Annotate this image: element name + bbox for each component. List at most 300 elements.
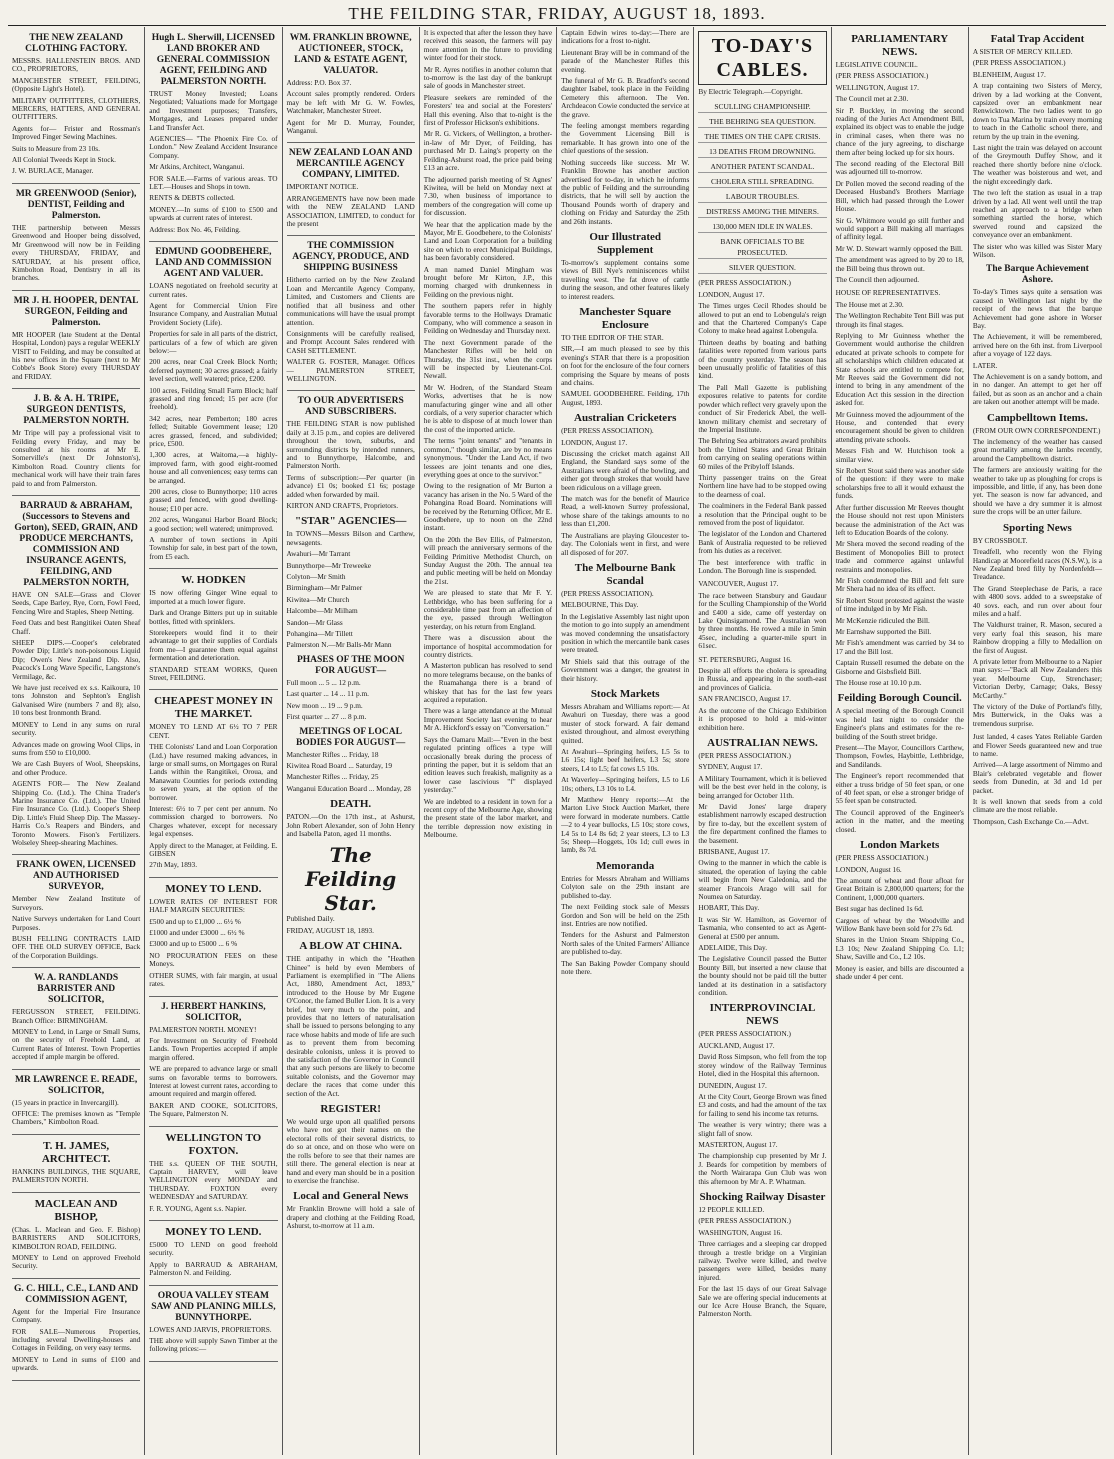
paragraph: BY CROSSBOLT. (972, 535, 1028, 545)
article-block (12, 394, 140, 496)
paragraph: MR HOOPER (late Student at the Dental Hospital, London) pays a regular WEEKLY VISIT to Feilding, and may be consulted at his new offices in the Square (next to Mr Cobbe's Book Store) every THURSDAY and FRIDAY. (12, 329, 141, 381)
paragraph: Just landed, 4 cases Yates Reliable Garden and Flower Seeds guaranteed new and true to name. (972, 732, 1102, 759)
article-block (561, 562, 689, 683)
paragraph: (PER PRESS ASSOCIATION.) (835, 71, 929, 81)
paragraph: Dark and Orange Bitters put up in suitable bottles, fitted with sprinklers. (149, 608, 278, 626)
headline: A BLOW AT CHINA. (299, 940, 403, 953)
paragraph: SIR,—I am much pleased to see by this evening's STAR that there is a proposition on foot for the enclosure of the four corners comprising the Square by means of posts and chains. (561, 344, 690, 387)
paragraph: We are Cash Buyers of Wool, Sheepskins, and other Produce. (12, 759, 141, 777)
paragraph: A SISTER OF MERCY KILLED. (972, 47, 1073, 56)
paragraph: Halcombe—Mr Milham (286, 606, 358, 616)
paragraph: Mr Earnshaw supported the Bill. (835, 626, 932, 636)
paragraph: (PER PRESS ASSOCIATION). (561, 426, 654, 436)
paragraph: Shares in the Union Steam Shipping Co., L3 10s; New Zealand Shipping Co. L1; Shaw, Saville and Co., L2 10s. (835, 935, 964, 962)
paragraph: The inclemency of the weather has caused great mortality among the lambs recently, around the Campbelltown district. (972, 437, 1102, 463)
paragraph: 200 acres, near Coal Creek Block North; deferred payment; 30 acres grassed; a fairly level section, well watered; price, £200. (149, 357, 278, 384)
paragraph: STANDARD STEAM WORKS, Queen Street, FEILDING. (149, 664, 278, 682)
paragraph: Mr McKenzie ridiculed the Bill. (835, 615, 930, 625)
paragraph: Arrived—A large assortment of Nimmo and Blair's celebrated vegetable and flower seeds from Dunedin, at 3d and 1d per packet. (972, 760, 1102, 795)
paragraph: Messrs Fish and W. Hutchison took a similar view. (835, 446, 964, 464)
article-block (973, 264, 1102, 406)
article-block (149, 1291, 277, 1362)
paragraph: Full moon ... 5 ... 12 p.m. (286, 677, 361, 687)
paragraph: The Valdhurst trainer, R. Mason, secured a very early foal this season, his mare Rainbow dropping a filly to Medallion on the first of August. (972, 620, 1102, 655)
paragraph: The amendment was agreed to by 20 to 18, the Bill being thus thrown out. (835, 255, 964, 273)
headline: The Barque Achievement Ashore. (986, 264, 1089, 286)
paragraph: Thirteen deaths by boating and bathing fatalities were reported from various parts of the country yesterday. The season has been unusually prolific of fatalities of this kind. (698, 337, 827, 381)
headline: Feilding Borough Council. (837, 692, 962, 705)
paragraph: THE antipathy in which the "Heathen Chinee" is held by even Members of Parliament is exemplified in "The Aliens Act, 1880, Amendment Act, 1893," introduced to the House by Mr Eugene O'Conor, the famed Buller Lion. It is a very brief, but very much to the point, and provides that no letters of naturalisation shall be issued to persons belonging to any race whose habits and mode of life are such as to prevent them from becoming desirable colonists, unless it is proved to the satisfaction of the Governor in Council that any such persons are likely to become suitable colonists, and the Governor may declare the races that come under this section of the Act. (286, 954, 415, 1098)
paragraph: Owing to the manner in which the cable is situated, the operation of laying the cable will begin from New Caledonia, and the steamer Francois Arago will sail for Noumea on Saturday. (698, 858, 827, 901)
paragraph: The farmers are anxiously waiting for the weather to take up as ploughing for crops is impossible, and little, if any, has been done yet. The season is now far advanced, and should we have a dry summer it is almost sure the crops will be an utter failure. (972, 465, 1102, 517)
headline: MR LAWRENCE E. READE, SOLICITOR, (15, 1074, 138, 1096)
paragraph: The Times urges Cecil Rhodes should be allowed to put an end to Lobengula's reign and that the Chartered Company's Cape Colony to make head against Lobengula. (698, 301, 827, 336)
paragraph: PATON.—On the 17th inst., at Ashurst, John Robert Alexander, son of John Henry and Isabella Paton, aged 11 months. (286, 812, 415, 838)
paragraph: KIRTON AND CRAFTS, Proprietors. (286, 501, 399, 510)
article-block (149, 883, 277, 997)
paragraph: 202 acres, Wanganui Harbor Board Block; a good section; well watered; unimproved. (149, 515, 278, 533)
paragraph: A trap containing two Sisters of Mercy, driven by a lad working at the Convent, capsized over an embankment near Renwicktown. The two ladies went to go down to Tua Marina by train every morning to teach in the Catholic school there, and return by the up train in the evening. (972, 81, 1102, 141)
headline: Our Illustrated Supplement (589, 230, 661, 256)
paragraph: ST. PETERSBURG, August 16. (698, 654, 792, 664)
paragraph: 130,000 MEN IDLE IN WALES. (698, 221, 826, 233)
paragraph: BANK OFFICIALS TO BE PROSECUTED. (698, 236, 826, 259)
paragraph: MASTERTON, August 17. (698, 1139, 778, 1149)
headline: MR J. H. HOOPER, DENTAL SURGEON, Feilding and Palmerston. (13, 295, 139, 328)
paragraph: MONEY TO LEND AT 6½ TO 7 PER CENT. (149, 722, 278, 740)
paragraph: The Achievement, it will be remembered, arrived here on the 6th inst. from Liverpool after a voyage of 122 days. (972, 332, 1102, 359)
paragraph: There was a discussion about the importance of hospital accommodation for country districts. (423, 633, 553, 660)
article-block (836, 692, 964, 834)
paragraph: SHEEP DIPS.—Cooper's celebrated Powder Dip; Little's non-poisonous Liquid Dip; Owen's New Zealand Dip. Also, Peacock's Long Wave Specific, Langstone's Vermilage, &c. (12, 638, 141, 681)
paragraph: The race between Stansbury and Gaudaur for the Sculling Championship of the World and £400 a side, came off yesterday on Lake Quinsigamond. The Australian won by three months. He rowed a mile in 5min 45sec, including a quarter-mile spurt in 61sec. (698, 590, 827, 651)
headline: TO OUR ADVERTISERS AND SUBSCRIBERS. (297, 396, 404, 418)
paragraph: Agent for Commercial Union Fire Insurance Company, and Australian Mutual Provident Society (Life). (149, 300, 278, 327)
headline: J. B. & A. H. TRIPE, SURGEON DENTISTS, PALMERSTON NORTH. (23, 394, 129, 427)
paragraph: The House rose at 10.10 p.m. (835, 678, 922, 687)
paragraph: Thompson, Cash Exchange Co.—Advt. (972, 816, 1089, 826)
paragraph: FRIDAY, AUGUST 18, 1893. (286, 925, 374, 935)
article-block (12, 1075, 140, 1135)
article-block (698, 656, 826, 732)
article-block (287, 1103, 415, 1185)
paragraph: THE partnership between Messrs Greenwood and Hooper being dissolved, Mr Greenwood will now be in Feilding every THURSDAY, FRIDAY, and SATURDAY, at his present office, Kimbolton Road, Dentistry in all its branches. (12, 222, 141, 283)
headline: WELLINGTON TO FOXTON. (165, 1131, 262, 1157)
headline: Hugh L. Sherwill, LICENSED LAND BROKER AND GENERAL COMMISSION AGENT, FEILDING AND PALMERSTON NORTH. (151, 33, 276, 87)
paragraph: Apply direct to the Manager, at Feilding. E. GIBSEN (149, 840, 278, 859)
paragraph: (PER PRESS ASSOCIATION.) (972, 58, 1066, 68)
headline: MONEY TO LEND. (165, 1226, 262, 1238)
article-block (12, 33, 140, 184)
columns-container (8, 27, 1106, 1455)
paragraph: The coalminers in the Federal Bank passed a resolution that the Principal ought to be removed from the post of liquidator. (698, 501, 827, 527)
paragraph: NO PROCURATION FEES on these Moneys. (149, 950, 278, 969)
paragraph: Says the Oamaru Mail:—"Even in the best regulated printing offices a type will occasionally break during the process of printing the paper, but it is seldom that an edition leaves such freakish, malignity as a lower case lascivious "f" displayed yesterday." (423, 734, 553, 795)
paragraph: Dr Pollen moved the second reading of the Deceased Husband's Brothers Marriage Bill, which had passed through the Lower House. (835, 178, 964, 214)
paragraph: AGENTS FOR— The New Zealand Shipping Co. (Ltd.). The China Trader's Marine Insurance Co. (Ltd.). The United Fire Insurance Co. (Ltd.). Cooper's Sheep Dip. Little's Fluid Sheep Dip. The Massey-Harris Co.'s Reapers and Binders, and Toronto Mowers. Fison's Fertilizers. Wolseley Sheep-shearing Machines. (12, 779, 141, 847)
paragraph: SAN FRANCISCO, August 17. (698, 694, 791, 704)
paragraph: Replying to Mr Guinness whether the Government would authorise the children educated at private schools to compete for all scholarships which children educated at State schools are entitled to compete for, Mr Reeves said the Government did not intend to bring in any amendment of the Education Act this session in the direction asked for. (835, 330, 964, 408)
headline: PHASES OF THE MOON FOR AUGUST— (296, 654, 405, 676)
article-block (287, 798, 415, 838)
paragraph: The sister who was killed was Sister Mary Wilson. (972, 241, 1102, 259)
paragraph: Mr Guinness moved the adjournment of the House, and contended that every encouragement should be given to children attending private schools. (835, 409, 964, 444)
paragraph: Mr David Jones' large drapery establishment narrowly escaped destruction by fire to-day, but the excellent system of the fire department confined the flames to the basement. (698, 801, 827, 845)
paragraph: On the 20th the Bev Ellis, of Palmerston, will preach the anniversary sermons of the Feilding Primitive Methodist Church, on Sunday August the 20th. The annual tea and public meeting will be held on Monday the 21st. (423, 534, 553, 586)
article-block (12, 296, 140, 389)
paragraph: MESSRS. HALLENSTEIN BROS. AND CO., PROPRIETORS, (12, 56, 141, 74)
paragraph: We have just received ex s.s. Kaikoura, 10 tons Johnston and Sephton's English Galvanised Wire (numbers 7 and 8); also, 10 tons best Ironmonth Brand. (12, 683, 141, 718)
article-block (287, 940, 415, 1098)
paragraph: BRISBANE, August 17. (698, 846, 770, 856)
article-block (149, 574, 277, 690)
article-block (149, 695, 277, 878)
paragraph: 100 acres, Feilding Small Farm Block; half grassed and ring fenced; 15 per acre (for freehold). (149, 385, 278, 412)
paragraph: Tenders for the Ashurst and Palmerston North sales of the United Farmers' Alliance are published to-day. (561, 930, 690, 957)
paragraph: Three carriages and a sleeping car dropped through a trestle bridge on a Virginian railway. Twelve were killed, and twelve passengers were killed, besides many injured. (698, 1239, 827, 1282)
paragraph: SAMUEL GOODBEHERE. Feilding, 17th August, 1893. (561, 389, 690, 407)
paragraph: F. R. YOUNG, Agent s.s. Napier. (149, 1203, 247, 1213)
paragraph: LONDON, August 16. (835, 864, 902, 874)
paragraph: (PER PRESS ASSOCIATION.) (835, 853, 929, 863)
paragraph: A special meeting of the Borough Council was held last night to consider the Engineer's plans and estimates for the re-building of the South street bridge. (835, 706, 964, 741)
paragraph: RENTS & DEBTS collected. (149, 193, 235, 203)
paragraph: Mr Fish's amendment was carried by 34 to 17 and the Bill lost. (835, 638, 964, 656)
article-block (287, 1190, 415, 1230)
paragraph: Suits to Measure from 23 10s. (12, 143, 100, 153)
paragraph: IMPORTANT NOTICE. (286, 182, 359, 192)
paragraph: Owing to the resignation of Mr Burton a vacancy has arisen in the No. 5 Ward of the Pohangina Road Board. Nominations will be received by the Returning Officer, Mr E. Goodbehere, up to noon on the 22nd instant. (423, 481, 553, 533)
paragraph: The best interference with traffic in London. The Borough line is suspended. (698, 557, 827, 575)
article-block (424, 29, 552, 840)
paragraph: It was Sir W. Hamilton, as Governor of Tasmania, who consented to act as Agent-General at £500 per annum. (698, 914, 827, 941)
paragraph: THE BEHRING SEA QUESTION. (698, 116, 826, 128)
paragraph: Interest: 6½ to 7 per cent per annum. No commission charged to borrowers. No Charges whatever, except for necessary legal expenses. (149, 804, 278, 839)
article-block (149, 247, 277, 569)
paragraph: MANCHESTER STREET, FEILDING, (Opposite Light's Hotel). (12, 75, 141, 94)
paragraph: Mr Franklin Browne will hold a sale of drapery and clothing at the Feilding Road, Ashurst, to-morrow at 11 a.m. (286, 1204, 415, 1231)
article-block (973, 412, 1102, 517)
paragraph: Bunnythorpe—Mr Treweeke (286, 560, 372, 570)
article-block (698, 1002, 826, 1186)
paragraph: The Council met at 2.30. (835, 94, 909, 104)
headline: W. HODKEN (181, 574, 246, 587)
paragraph: OFFICE: The premises known as "Temple Chambers," Kimbolton Road. (12, 1109, 141, 1127)
paragraph: Mr R. G. Vickers, of Wellington, a brother-in-law of Mr Dyer, of Feilding, has purchased Mr D. Laing's property on the Feilding-Ashurst road, the price paid being £13 an acre. (423, 129, 553, 173)
paragraph: At Waverley—Springing heifers, L5 to L6 10s; others, L3 10s to L4. (561, 775, 690, 793)
paragraph: (PER PRESS ASSOCIATION.) (698, 1216, 791, 1226)
paragraph: THE TIMES ON THE CAPE CRISIS. (698, 131, 826, 143)
paragraph: The Grand Steeplechase de Paris, a race with 4800 sovs. added to a sweepstake of 40 sovs. each, and run over about four miles and a half. (972, 583, 1102, 618)
headline: WM. FRANKLIN BROWNE, AUCTIONEER, STOCK, LAND & ESTATE AGENT, VALUATOR. (289, 33, 412, 76)
paragraph: LATER. (972, 360, 998, 370)
article-block (973, 733, 1102, 826)
paragraph: Mr Matthew Henry reports:—At the Marton Live Stock Auction Market, there were forward in moderate numbers. Cattle—2 to 4 year bullocks, L5 10s; store cows, L4 5s to L4 8s 6d; 2 year steers, L3 to L3 5s; Sheep—Hoggets, 10s 1d; cull ewes in lamb, 8s 7d. (561, 795, 690, 855)
article-block (12, 189, 140, 291)
paragraph: Colyton—Mr Smith (286, 572, 346, 582)
article-block (149, 1132, 277, 1221)
headline: EDMUND GOODBEHERE, LAND AND COMMISSION AGENT AND VALUER. (155, 247, 272, 280)
headline: The Melbourne Bank Scandal (574, 561, 676, 587)
paragraph: The weather is very wintry; there was a slight fall of snow. (698, 1120, 827, 1138)
paragraph: To-day's Times says quite a sensation was caused in Wellington last night by the receipt of the news that the barque Achievement had gone ashore in Worser Bay. (972, 287, 1102, 330)
paragraph: We are indebted to a resident in town for a recent copy of the Melbourne Age, showing the present state of the labor market, and the terrible depression now existing in Melbourne. (423, 796, 553, 840)
paragraph: The terms "joint tenants" and "tenants in common," though similar, are by no means synonymous. "Under the Land Act, if two lessees are joint tenants and one dies, everything goes at once to the survivor." (423, 436, 553, 479)
headline: BARRAUD & ABRAHAM, (Successors to Stevens and Gorton), SEED, GRAIN, AND PRODUCE MERCHANTS, COMMISSION AND INSURANCE AGENTS, FEILDING, AND PALMERSTON NORTH, (14, 501, 138, 588)
paragraph: The legislator of the London and Chartered Bank of Australia requested to be relieved from his duties as a receiver. (698, 529, 827, 556)
paragraph: HOUSE OF REPRESENTATIVES. (835, 288, 941, 298)
paragraph: The San Baking Powder Company should note there. (561, 958, 690, 976)
paragraph: The two left the station as usual in a trap driven by a lad. All went well until the trap reached an approach to a bridge when something startled the horse, which swerved round and capsized the conveyance over an embankment. (972, 188, 1102, 240)
article-block (698, 279, 826, 575)
column-5 (557, 27, 694, 1455)
paragraph: FERGUSSON STREET, FEILDING. Branch Office: BIRMINGHAM. (12, 1007, 141, 1025)
paragraph: HAVE ON SALE—Grass and Clover Seeds, Cape Barley, Rye, Corn, Fowl Feed, Fencing Wire and Staples, Sheep Netting. (12, 590, 141, 616)
article-block (561, 231, 689, 301)
article-block (12, 973, 140, 1069)
paragraph: LEGISLATIVE COUNCIL. (835, 60, 918, 69)
headline: MONEY TO LEND. (165, 882, 262, 895)
headline: AUSTRALIAN NEWS. (707, 736, 818, 749)
paragraph: J. W. BURLACE, Manager. (12, 166, 94, 176)
headline: NEW ZEALAND LOAN AND MERCANTILE AGENCY COMPANY, LIMITED. (288, 148, 413, 181)
paragraph: For the last 15 days of our Great Salvage Sale we are offering special inducements at our Ice Acre House Branch, the Square, Palmerston North. (698, 1284, 827, 1319)
paragraph: OTHER SUMS, with fair margin, at usual rates. (149, 970, 278, 989)
paragraph: LONDON, August 17. (698, 289, 765, 299)
paragraph: Present—The Mayor, Councillors Carthew, Thompson, Fowles, Haybittle, Lethbridge, and Sandilands. (835, 743, 964, 769)
paragraph: WE are prepared to advance large or small sums on favorable terms to borrowers. Interest at lowest current rates, according to amount required and margin offered. (149, 1064, 278, 1099)
paragraph: Mr W. D. Stewart warmly opposed the Bill. (835, 243, 963, 253)
paragraph: 200 acres, close to Bunnythorpe; 110 acres grassed and fenced, with good dwelling-house; £10 per acre. (149, 487, 278, 513)
paragraph: (FROM OUR OWN CORRESPONDENT.) (972, 425, 1101, 435)
headline: Stock Markets (590, 687, 660, 700)
paragraph: Mr Tripe will pay a professional visit to Feilding every Friday, and may be consulted at his rooms at Mr E. Somerville's (next Dr Johnston's), Kimbolton Road. Country clients for mechanical work will have their train fares paid to and from Palmerston. (12, 428, 141, 488)
paragraph: First quarter ... 27 ... 8 p.m. (286, 712, 367, 722)
article-block (287, 396, 415, 510)
article-block (698, 737, 826, 998)
paragraph: Lieutenant Bray will be in command of the parade of the Manchester Rifles this evening. (561, 47, 690, 74)
article-block (561, 306, 689, 407)
paragraph: (15 years in practice in Invercargill). (12, 1097, 119, 1107)
article-block (12, 860, 140, 968)
article-block (836, 839, 964, 981)
paragraph: The Legislative Council passed the Butter Bounty Bill, but inserted a new clause that the bounty should not be paid till the butter landed at its destination in a satisfactory condition. (698, 954, 827, 998)
paragraph: MONEY to Lend in sums of £100 and upwards. (12, 1354, 141, 1373)
paragraph: We hear that the application made by the Mayor, Mr E. Goodbehere, to the Colonists' Land and Loan Corporation for a building site on which to erect Municipal Buildings, has been favorably considered. (423, 219, 553, 263)
paragraph: ADELAIDE, This Day. (698, 943, 768, 953)
headline: The Feilding Star. (305, 843, 397, 916)
article-block (287, 727, 415, 794)
column-2 (145, 27, 282, 1455)
article-block (149, 1226, 277, 1286)
paragraph: A number of town sections in Apiti Township for sale, in best part of the town, from £5 each. (149, 535, 278, 561)
paragraph: Mr Fish condemned the Bill and felt sure Mr Shera had no idea of its effect. (835, 575, 964, 594)
paragraph: HOBART, This Day. (698, 903, 760, 913)
paragraph: FOR SALE.—Farms of various areas. TO LET.—Houses and Shops in town. (149, 173, 278, 192)
paragraph: WALTER G. FOSTER, Manager. Offices— PALMERSTON STREET, WELLINGTON. (286, 357, 415, 383)
article-block (287, 241, 415, 391)
column-8 (969, 27, 1106, 1455)
paragraph: Agent for the Imperial Fire Insurance Company. (12, 1306, 141, 1325)
headline: Local and General News (293, 1190, 409, 1203)
paragraph: We are pleased to state that Mr F. Y. Lethbridge, who has been suffering for a considerable time past from an affection of the eye, passed through Wellington yesterday, on his return from England. (423, 588, 553, 631)
paragraph: BAKER AND COOKE, SOLICITORS, The Square, Palmerston N. (149, 1100, 278, 1119)
paragraph: Mr W. Hodren, of the Standard Steam Works, advertises that he is now manufacturing ginger wine and all other cordials, of a very superior character which he is able to dispose of at much lower than the cost of the imported article. (423, 382, 553, 434)
headline: PARLIAMENTARY NEWS. (851, 33, 949, 58)
paragraph: (PER PRESS ASSOCIATION.) (698, 750, 791, 760)
article-block (12, 1284, 140, 1381)
paragraph: (PER PRESS ASSOCIATION). (561, 588, 654, 598)
paragraph: Consignments will be carefully realised, and Prompt Account Sales rendered with CASH SETTLEMENT. (286, 328, 415, 355)
article-block (698, 31, 826, 96)
paragraph: A private letter from Melbourne to a Napier man says:—"Back all New Zealanders this year. Melbourne Cup, Strenchaser; Victorian Derby, Carnage; Oaks, Bessy McCarthy." (972, 656, 1102, 700)
paragraph: FOR SALE—Numerous Properties, including several Dwelling-houses and Cottages in Feilding, on very easy terms. (12, 1326, 141, 1353)
paragraph: Storekeepers would find it to their advantage to get their supplies of Cordials from me—I guarantee them equal against fermentation and deterioration. (149, 627, 278, 663)
article-block (698, 101, 826, 274)
paragraph: £1000 and under £3000 ... 6½ % (149, 928, 245, 938)
article-block (287, 655, 415, 722)
paragraph: 342 acres, near Pemberton; 180 acres felled; Suitable Government lease; 120 acres grassed, fenced, and subdivided; price, £500. (149, 413, 278, 448)
paragraph: MONEY to Lend in any sums on rural security. (12, 719, 141, 738)
paragraph: Pohangina—Mr Tillett (286, 629, 353, 639)
paragraph: 1,300 acres, at Waitoma,—a highly-improved farm, with good eight-roomed house and all conveniences; easy terms can be arranged. (149, 450, 278, 485)
headline: Campbelltown Items. (987, 411, 1088, 424)
paragraph: WELLINGTON, August 17. (835, 82, 919, 92)
paragraph: Agent for Mr D. Murray, Founder, Wanganui. (286, 117, 415, 136)
article-block (561, 860, 689, 976)
column-3 (283, 27, 420, 1455)
paragraph: SCULLING CHAMPIONSHIP. (698, 101, 826, 113)
paragraph: The match was for the benefit of Maurice Read, a well-known Surrey professional, whose share of the takings amounts to no less than £1,200. (561, 494, 690, 529)
paragraph: The funeral of Mr G. B. Bradford's second daughter Isabel, took place in the Feilding Cemetery this afternoon. The Ven. Archdeacon Cowie conducted the service at the grave. (561, 76, 690, 119)
column-6 (694, 27, 831, 1455)
paragraph: BUSH FELLING CONTRACTS LAID OFF. THE OLD SURVEY OFFICE, Back of the Corporation Buildings. (12, 934, 141, 960)
paragraph: Sir Robert Stout protested against the waste of time indulged in by Mr Fish. (835, 595, 964, 614)
article-block (149, 33, 277, 242)
paragraph: Feed Oats and best Rangitikei Oaten Sheaf Chaff. (12, 618, 141, 636)
paragraph: MONEY to Lend, in Large or Small Sums, on the security of Freehold Land, at Current Rates of Interest. Town Properties accepted if ample margin be offered. (12, 1027, 141, 1062)
article-block (836, 289, 964, 687)
paragraph: The adjourned parish meeting of St Agnes' Kiwitea, will be held on Monday next at 7.30, when business of importance to members of the congregation will come up for discussion. (423, 174, 553, 218)
headline: G. C. HILL, C.E., LAND AND COMMISSION AGENT, (13, 1283, 139, 1305)
paragraph: Address: P.O. Box 37. (286, 78, 352, 87)
paragraph: The Pall Mall Gazette is publishing exposures relative to patents for cordite powder which reflect very gravely upon the conduct of Sir Frederick Abel, the well-known military chemist and secretary of the Imperial Institute. (698, 382, 827, 434)
paragraph: The Council approved of the Engineer's action in the matter, and the meeting closed. (835, 807, 964, 834)
headline: TO-DAY'S CABLES. (698, 31, 826, 85)
paragraph: THE FEILDING STAR is now published daily at 3.15 p.m., and copies are delivered throughout the town, suburbs, and surrounding districts by intended runners, and to Bunnythorpe, Halcombe, and Palmerston North. (286, 419, 415, 471)
paragraph: By Electric Telegraph.—Copyright. (698, 87, 803, 96)
headline: OROUA VALLEY STEAM SAW AND PLANING MILLS, BUNNYTHORPE. (151, 1290, 276, 1323)
paragraph: (Chas. L. Maclean and Geo. F. Bishop) BARRISTERS AND SOLICITORS, KIMBOLTON ROAD, FEILDING. (12, 1224, 141, 1251)
paragraph: 13 DEATHS FROM DROWNING. (698, 146, 826, 158)
paragraph: A man named Daniel Mingham was brought before Mr Kirton, J.P., this morning charged with drunkenness in Feilding on the previous night. (423, 264, 553, 299)
headline: Shocking Railway Disaster (699, 1190, 826, 1203)
paragraph: At Awahuri—Springing heifers, L5 5s to L6 15s; light beef heifers, L3 5s; store steers, L4 to L5; fat cows L5 10s. (561, 747, 690, 773)
paragraph: Manchester Rifles ... Friday, 18 (286, 749, 379, 759)
paragraph: Palmerston N.—Mr Balls-Mr Mann (286, 640, 392, 650)
headline: London Markets (860, 839, 940, 852)
headline: INTERPROVINCIAL NEWS (709, 1002, 816, 1028)
paragraph: Money is easier, and bills are discounted a shade under 4 per cent. (835, 963, 964, 981)
paragraph: The Engineer's report recommended that either a truss bridge of 50 feet span, or one of 40 feet span, or else a stronger bridge of 55 feet span be constructed. (835, 771, 964, 806)
paragraph: The feeling amongst members regarding the Government Licensing Bill is remarkable. It has grown into one of the chief questions of the session. (561, 121, 690, 156)
paragraph: David Ross Simpson, who fell from the top storey window of the Railway Terminus Hotel, died in the Hospital this afternoon. (698, 1052, 827, 1079)
paragraph: Account sales promptly rendered. Orders may be left with Mr G. W. Fowles, Watchmaker, Manchester Street. (286, 89, 415, 116)
paragraph: The next Feilding stock sale of Messrs Gordon and Son will be held on the 25th inst. Entries are now notified. (561, 902, 690, 928)
article-block (149, 1002, 277, 1127)
article-block (973, 522, 1102, 729)
paragraph: THE s.s. QUEEN OF THE SOUTH, Captain HARVEY, will leave WELLINGTON every MONDAY and THURSDAY. FOXTON every WEDNESDAY and SATURDAY. (149, 1158, 278, 1202)
paragraph: Sir Robert Stout said there was another side of the question: if they were to make scholarships free to all it would exhaust the funds. (835, 466, 964, 501)
paragraph: VANCOUVER, August 17. (698, 579, 779, 589)
paragraph: AUCKLAND, August 17. (698, 1040, 775, 1050)
article-block (12, 1140, 140, 1193)
paragraph: Kiwitea—Mr Church (286, 594, 350, 604)
paragraph: The championship cup presented by Mr J. J. Beards for competition by members of the North Wairarapa Gun Club was won this afternoon by Mr A. P. Whatman. (698, 1151, 827, 1186)
paragraph: At the City Court, George Brown was fined £3 and costs, and had the amount of the tax for failing to send his income tax returns. (698, 1091, 827, 1118)
article-block (561, 29, 689, 226)
paragraph: It is well known that seeds from a cold climate are the most reliable. (972, 797, 1102, 815)
paragraph: Sir P. Buckley, in moving the second reading of the Juries Act Amendment Bill, explained its object was to enable the judge in criminal cases, when there was no chance of the jury agreeing, to discharge them after being locked up for six hours. (835, 105, 964, 157)
paragraph: Published Daily. (286, 914, 335, 924)
paragraph: CHOLERA STILL SPREADING. (698, 176, 826, 188)
paragraph: Sir G. Whitmore would go still further and would support a Bill making all marriages of affinity legal. (835, 215, 964, 242)
paragraph: (PER PRESS ASSOCIATION.) (698, 278, 791, 288)
paragraph: LOWER RATES OF INTEREST FOR HALF MARGIN SECURITIES: (149, 896, 278, 915)
paragraph: The Australians are playing Gloucester to-day. The Colonials went in first, and were all disposed of for 207. (561, 530, 690, 557)
column-4 (420, 27, 557, 1455)
paragraph: Cargoes of wheat by the Woodville and Willow Bank have been sold for 27s 6d. (835, 915, 964, 933)
paragraph: Despite all efforts the cholera is spreading in Russia, and appearing in the south-east and provinces of Galicia. (698, 666, 827, 692)
headline: THE COMMISSION AGENCY, PRODUCE, AND SHIPPING BUSINESS (292, 241, 410, 274)
paragraph: In the Legislative Assembly last night upon the motion to go into supply an amendment was moved condemning the unsatisfactory position in which the mercantile bank cases were treated. (561, 611, 690, 655)
paragraph: Mr R. Ayres notifies in another column that to-morrow is the last day of the bankrupt sale of goods in Manchester street. (423, 64, 553, 91)
paragraph: PALMERSTON NORTH. MONEY! (149, 1024, 257, 1034)
article-block (287, 148, 415, 236)
paragraph: Agents for— Frister and Rossman's Improved Finger Sewing Machines. (12, 123, 141, 142)
headline: Fatal Trap Accident (990, 33, 1085, 45)
paragraph: Last night the train was delayed on account of the Greymouth Duffey Show, and it reached there shortly before nine o'clock. The weather was boisterous and wet, and the night exceedingly dark. (972, 143, 1102, 186)
article-block (973, 33, 1102, 259)
headline: FRANK OWEN, LICENSED AND AUTHORISED SURVEYOR, (16, 860, 136, 893)
paragraph: Advances made on growing Wool Clips, in sums from £50 to £10,000. (12, 739, 141, 757)
paragraph: (PER PRESS ASSOCIATION.) (698, 1029, 791, 1039)
headline: Australian Cricketers (574, 412, 677, 425)
paragraph: Kiwitea Road Board ... Saturday, 19 (286, 760, 393, 770)
paragraph: Manchester Rifles ... Friday, 25 (286, 772, 379, 782)
headline: CHEAPEST MONEY IN THE MARKET. (154, 695, 273, 721)
paragraph: BLENHEIM, August 17. (972, 69, 1046, 79)
paragraph: Wanganui Education Board ... Monday, 28 (286, 783, 411, 793)
paragraph: TO THE EDITOR OF THE STAR. (561, 332, 664, 342)
paragraph: The Behring Sea arbitrators award prohibits both the United States and Great Britain from carrying on sealing operations within 60 miles of the Pribyloff Islands. (698, 436, 827, 471)
paragraph: Entries for Messrs Abraham and Williams Colyton sale on the 29th instant are published to-day. (561, 873, 690, 900)
paragraph: Nothing succeeds like success. Mr W. Franklin Browne has another auction advertised for to-day, in which he informs the public of Feilding and the surrounding districts, that he will sell by auction the Thousand Pounds worth of drapery and clothing on Friday and Saturday the 25th and 26th instants. (561, 157, 690, 226)
headline: T. H. JAMES, ARCHITECT. (41, 1139, 111, 1165)
paragraph: Native Surveys undertaken for Land Court Purposes. (12, 914, 141, 932)
paragraph: For Investment on Security of Freehold Lands. Town Properties accepted if ample margin offered. (149, 1035, 278, 1062)
paragraph: WASHINGTON, August 16. (698, 1227, 783, 1237)
paragraph: Terms of subscription:—Per quarter (in advance) £1 0s; booked £1 6s; postage added when forwarded by mail. (286, 472, 415, 499)
headline: THE NEW ZEALAND CLOTHING FACTORY. (25, 33, 128, 54)
paragraph: Best sugar has declined 1s 6d. (835, 904, 924, 914)
paragraph: TRUST Money Invested; Loans Negotiated; Valuations made for Mortgage and Investment purposes; Transfers, Mortgages, and Leases prepared under Land Transfer Act. (149, 89, 278, 132)
paragraph: DISTRESS AMONG THE MINERS. (698, 206, 826, 218)
paragraph: Birmingham—Mr Palmer (286, 583, 363, 593)
paragraph: MELBOURNE, This Day. (561, 600, 639, 610)
paragraph: ARRANGEMENTS have now been made with the NEW ZEALAND LAND ASSOCIATION, LIMITED, to conduct for the present (286, 193, 415, 229)
article-block (698, 580, 826, 650)
